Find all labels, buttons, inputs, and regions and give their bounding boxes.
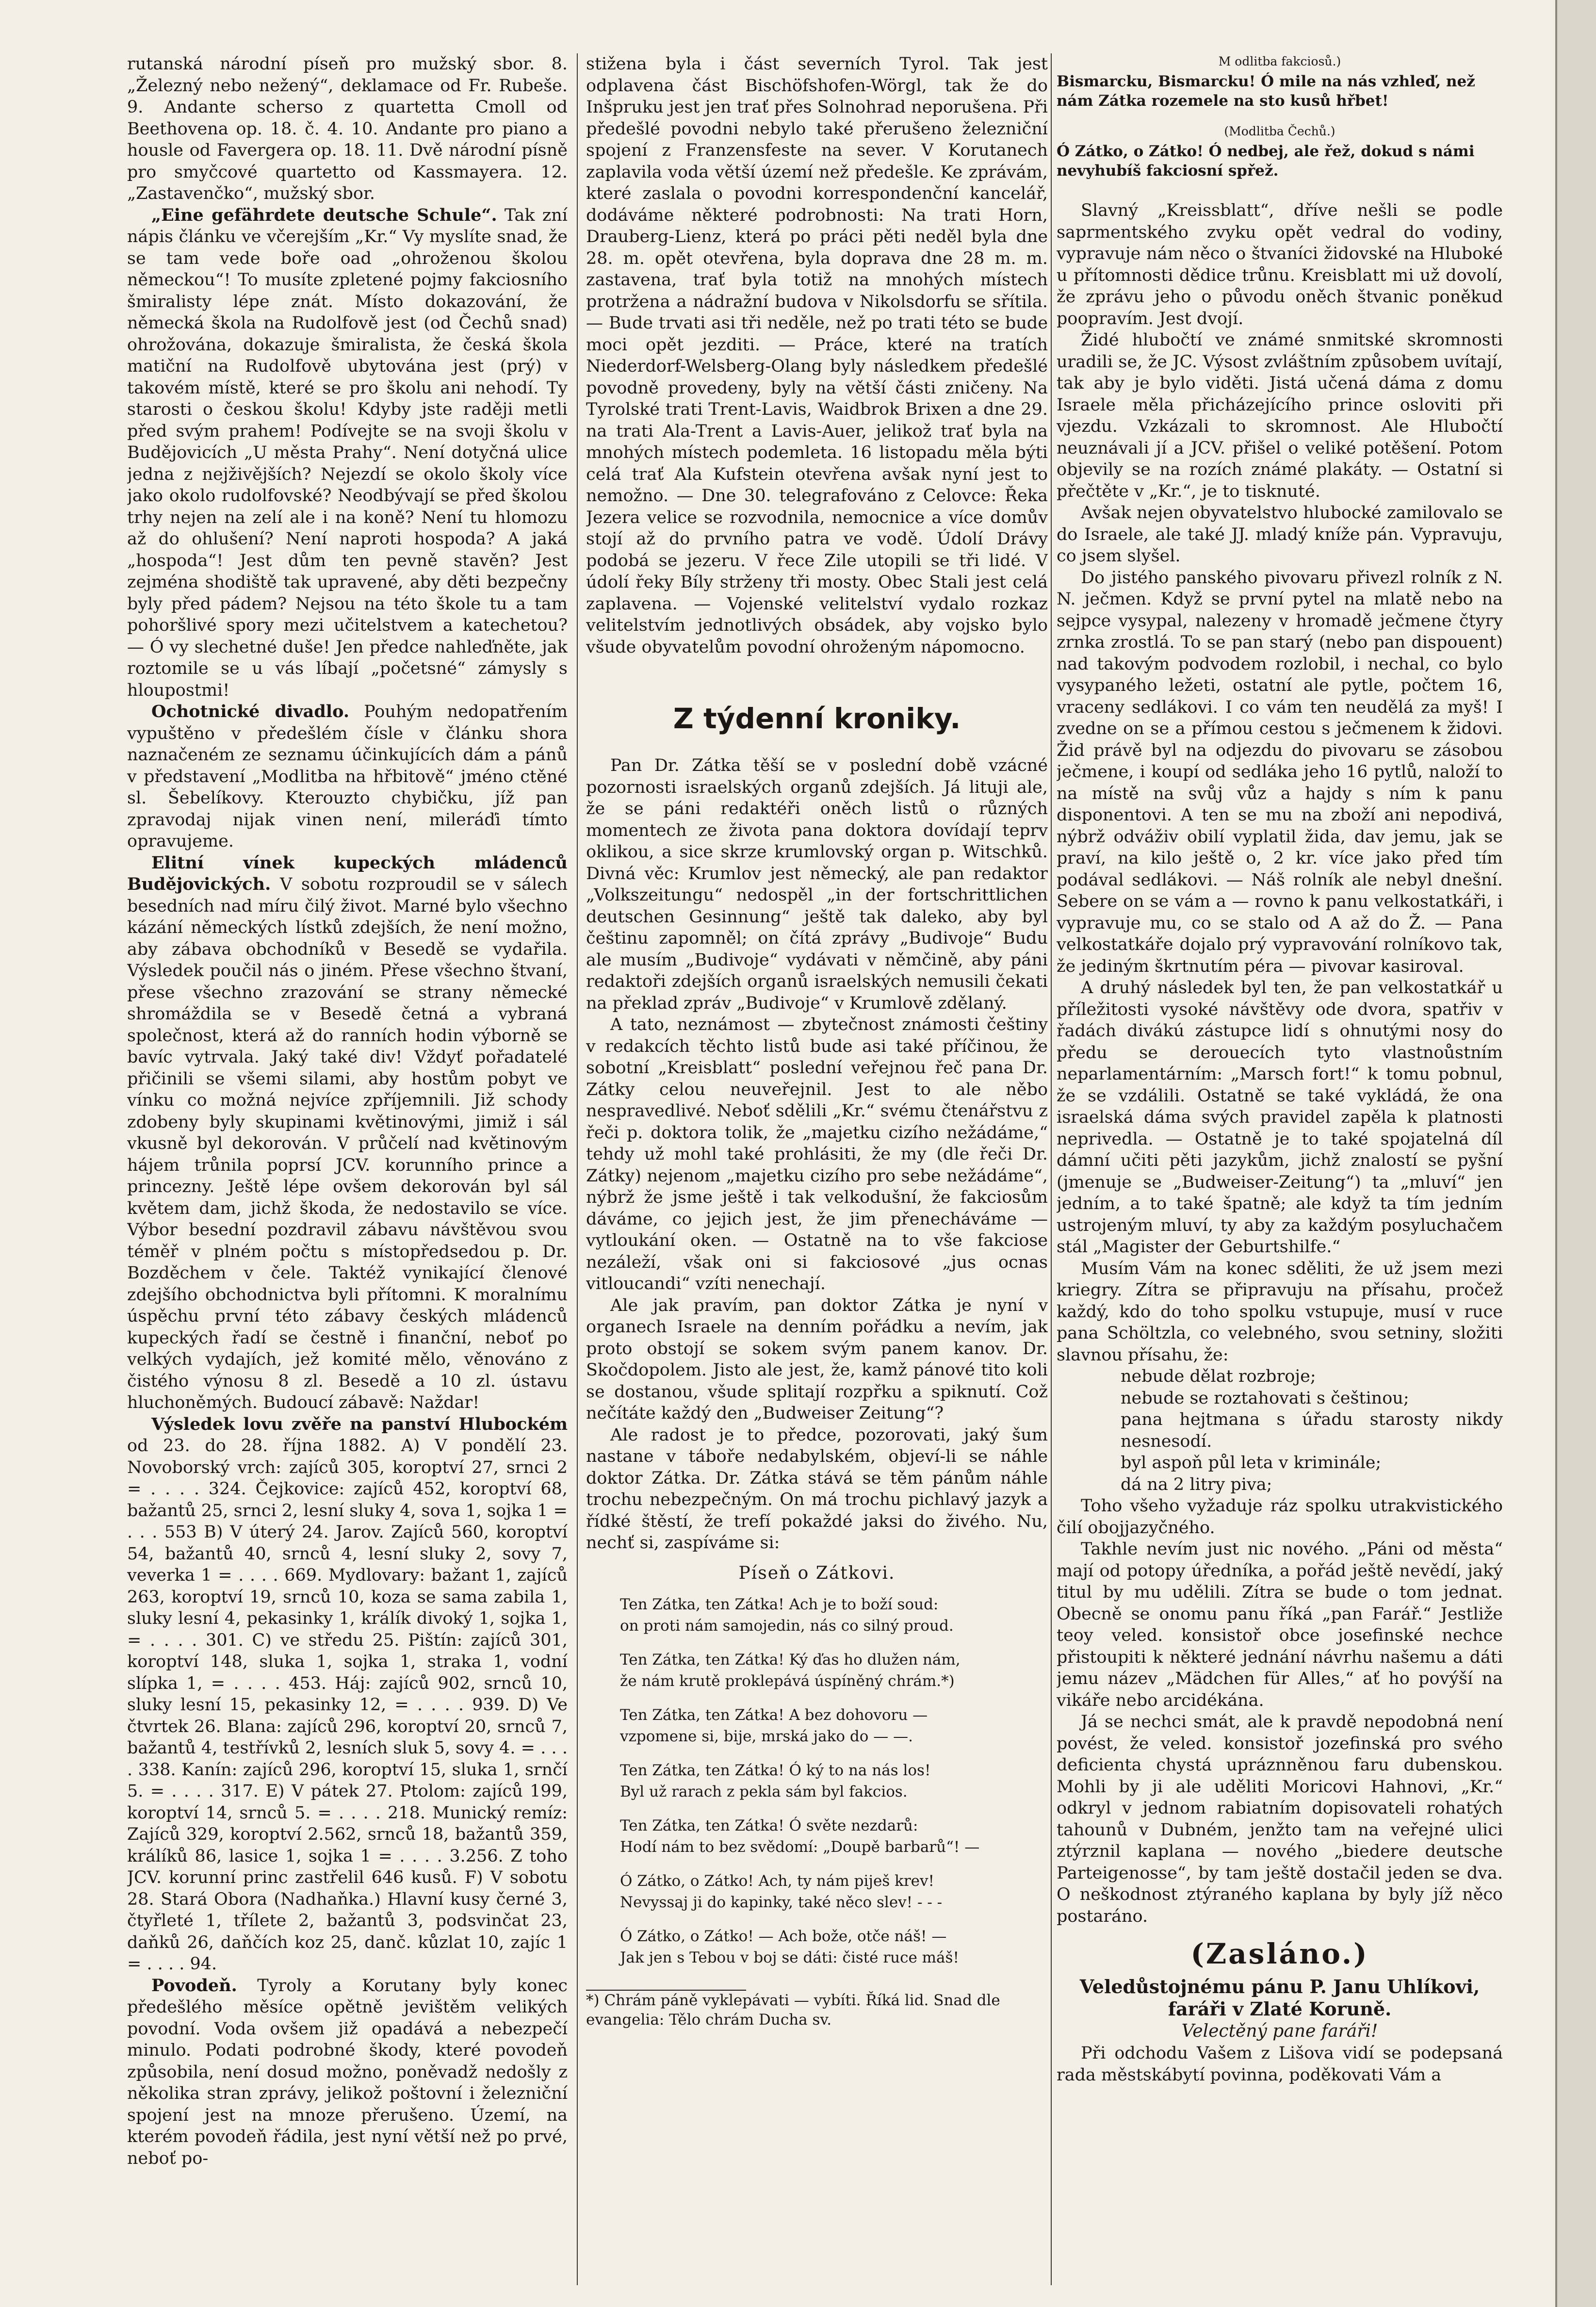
zaslano-heading: (Zasláno.) — [1190, 1937, 1369, 1970]
poem-line: Ó Zátko, o Zátko! Ach, ty nám piješ krev! — [620, 1872, 935, 1890]
article-hunt-body: od 23. do 28. října 1882. A) V pondělí 23. Novoborský vrch: zajíců 305, koroptví 27, srnci 2 = . . . . 324. Čejkovice: zajíců 452, koroptví 68, bažantů 25, srnci 2, lesní sluky 4, sova 1, sojka 1 = . . . 553 B) V úterý 24. Jarov. Zajíců 560, koroptví 54, bažantů 40, srnců 4, lesní sluky 2, sovy 7, veverka 1 = . . . . 669. Mydlovary: bažant 1, zajíců 263, koroptví 19, srnců 10, koza se sama zabila 1, sluky lesní 4, pekasinky 1, králík divoký 1, sojka 1, = . . . . 301. C) ve středu 25. Pištín: zajíců 301, koroptví 148, sluka 1, sojka 1, straka 1, vodní slípka 1, = . . . . 453. Háj: zajíců 902, srnců 10, sluky lesní 15, pekasinky 12, = . . . . 939. D) Ve čtvrtek 26. Blana: zajíců 296, koroptví 20, srnců 7, bažantů 4, testřívků 2, lesních sluk 5, sovy 4. = . . . . 338. Kanín: zajíců 296, koroptví 15, sluka 1, srnčí 5. = . . . . 317. E) V pátek 27. Ptolom: zajíců 199, koroptví 14, srnců 5. = . . . . 218. Munický remíz: Zajíců 329, koroptví 2.562, srnců 18, bažantů 359, králíků 86, lasice 1, sojka 1 = . . . . 3.256. Z toho JCV. korunní princ zastřelil 646 kusů. F) V sobotu 28. Stará Obora (Nadhaňka.) Hlavní kusy černé 3, čtyřleté 1, třílete 2, bažantů 3, podsvinčat 23, daňků 26, daňčích koz 25, danč. kůzlat 10, zajíc 1 = . . . . 94. — [127, 1436, 568, 1974]
poem-stanza — [620, 1704, 1048, 1747]
poem-line: Ten Zátka, ten Zátka! Ó světe nezdarů: — [620, 1817, 918, 1834]
concert-program-text: rutanská národní píseň pro mužský sbor. 8. „Železný nebo nežený“, deklamace od Fr. Rubeše. 9. Andante scherso z quartetta Cmoll od Beethovena op. 18. č. 4. 10. Andante pro piano a housle od Favergera op. 18. 11. Dvě národní písně pro smyčcové quartetto od Kassmayera. 12. „Zastavenčko“, mužský sbor. — [127, 54, 568, 203]
right-paragraph-9: Já se nechci smát, ale k pravdě nepodobná není povést, že veled. konsistoř jozefinská pro svého deficienta chystá upráznněnou faru dubenskou. Mohli by ji ale uděliti Moricovi Hahnovi, „Kr.“ odkryl v jednom rabiatním dopisovateli rohatých tahounů v Dubném, jenžto tam na veřejné ulici ztýrznil kaplana — nového „biedere deutsche Parteigenosse“, by tam ještě dostačil jeden se dva. O neškodnost ztýraného kaplana by byly jíž něco postaráno. — [1057, 1712, 1503, 1926]
article-school — [127, 205, 568, 702]
poem-line: Nevyssaj ji do kapinky, také něco slev! - - - — [620, 1894, 943, 1911]
oath-item: byl aspoň půl leta v kriminále; — [1121, 1453, 1382, 1473]
poem-line: Hodí nám to bez svědomí: „Doupě barbarů“! — — [620, 1838, 980, 1856]
article-flood-body: Tyroly a Korutany byly konec předešlého měsíce opětně jevištěm velikých povodní. Voda ovšem již opadává a nebezpečí minulo. Podati podrobné škody, které povodeň způsobila, není dosud možno, poněvadž nedošly z několika stran zprávy, jelikož poštovní i železniční spojení jest na mnoze přerušeno. Území, na kterém povodeň řádila, jest nyní větší než po prvé, neboť po- — [127, 1976, 568, 2168]
right-paragraph-1: Slavný „Kreissblatt“, dříve nešli se podle saprmentského zvyku opět vedral do vodiny, vypravuje nám něco o štvaníci židovské na Hluboké u přítomnosti dědice trůnu. Kreisblatt mi už dovolí, že zprávu jeho o původu oněch štvanic poněkud poopravím. Jest dvojí. — [1057, 201, 1503, 328]
chronicle-paragraph-1: Pan Dr. Zátka těší se v poslední době vzácné pozornosti israelských organů zdejších. Já lituji ale, že se páni redaktéři oněch listů o různých momentech ze života pana doktora dovídají teprv oklikou, a sice skrze krumlovský organ p. Witschků. Divná věc: Krumlov jest německý, ale pan redaktor „Volkszeitungu“ nedospěl „in der fortschrittlichen deutschen Gesinnung“ ještě tak daleko, aby byl češtinu zapomněl; on čítá zprávy „Budivoje“ Budu ale musím „Budivoje“ vydávati v němčině, aby páni redaktoři zdejších organů israelských nemusili čekati na překlad zpráv „Budivoje“ v Krumlově zdělaný. — [586, 756, 1048, 1013]
article-hunt-title: Výsledek lovu zvěře na panství Hlubockém — [151, 1414, 568, 1434]
right-paragraph-4: Do jistého panského pivovaru přivezl rolník z N. N. ječmen. Když se první pytel na mlatě nebo na sejpce vysypal, nalezeny v hromadě ječmene čtyry zrnka zrostlá. To se pan starý (nebo pan dispouent) nad takovým podvodem rozlobil, i nechal, co bylo vysypaného ležeti, ostatní ale pytle, počtem 16, vraceny sedlákovi. I co vám ten neudělá za myš! I zvedne on se a přímou cestou s ječmenem k židovi. Žid právě byl na odjezdu do pivovaru se zásobou ječmene, i koupí od sedláka jeho 16 pytlů, naloží to na místě na svůj vůz a hajdy s ním k panu disponentovi. A ten se mu na zboží ani nepodivá, nýbrž odváživ obilí vyplatil žida, dav jemu, jak se praví, na kilo ještě o, 2 kr. více jako před tím podával sedlákovi. — Náš rolník ale nebyl dnešní. Sebere on se vám a — rovno k panu velkostatkáři, i vypravuje mu, co se stalo od A až do Ž. — Pana velkostatkáře dojalo prý vypravování rolníkovo tak, že jediným škrtnutím péra — pivovar kasiroval. — [1057, 568, 1503, 976]
article-school-title: „Eine gefährdete deutsche Schule“. — [151, 205, 497, 225]
column-right — [1057, 53, 1503, 2285]
poem-line: Ten Zátka, ten Zátka! A bez dohovoru — — [620, 1706, 928, 1724]
poem-title: Píseň o Zátkovi. — [738, 1563, 896, 1583]
poem-stanza — [620, 1870, 1048, 1913]
prayer-text-1: Bismarcku, Bismarcku! Ó mile na nás vzhleď, než nám Zátka rozemele na sto kusů hřbet! — [1057, 73, 1475, 110]
poem-line: Byl už rarach z pekla sám byl fakcios. — [620, 1783, 908, 1800]
column-rule-2 — [1051, 53, 1052, 2285]
poem-stanza — [620, 1760, 1048, 1802]
prayer-caption-1: M odlitba fakciosů.) — [1218, 54, 1341, 68]
letter-greeting: Velectěný pane faráři! — [1181, 2021, 1378, 2041]
article-theatre — [127, 701, 568, 852]
page-edge — [1557, 0, 1596, 2307]
poem-stanza — [620, 1815, 1048, 1858]
poem-line: že nám krutě proklepává úspíněný chrám.*) — [620, 1672, 955, 1690]
column-rule-1 — [577, 53, 578, 2285]
right-paragraph-7: Toho všeho vyžaduje ráz spolku utrakvistického čilí obojjazyčného. — [1057, 1496, 1503, 1538]
poem-line: on proti nám samojedin, nás co silný proud. — [620, 1617, 954, 1635]
column-left — [127, 53, 568, 2285]
poem-body — [586, 1594, 1048, 1968]
article-flood — [127, 1975, 568, 2170]
right-paragraph-6: Musím Vám na konec sděliti, že už jsem mezi kriegry. Zítra se připravuju na přísahu, pročež každý, kdo do toho spolku vstupuje, musí v ruce pana Schöltzla, co velebného, svou setniny, složiti slavnou přísahu, že: — [1057, 1259, 1503, 1365]
flood-continued-text: stižena byla i část severních Tyrol. Tak jest odplavena část Bischöfshofen-Wörgl, tak že do Inšpruku jest jen trať přes Solnohrad neporušena. Při předešlé povodni nebylo také přerušeno železniční spojení z Franzensfeste na sever. V Korutanech zaplavila voda větší území než předešle. Ke zprávám, které zaslala o povodni korrespondenční kancelář, dodáváme některé podrobnosti: Na trati Horn, Drauberg-Lienz, která po práci pěti neděl byla dne 28. m. opět otevřena, byla doprava dne 28 m. m. zastavena, trať byla totiž na mnohých místech protržena a nádražní budova v Nikolsdorfu se sřítila. — Bude trvati asi tři neděle, než po trati této se bude moci opět jezditi. — Práce, které na tratích Niederdorf-Welsberg-Olang byly následkem předešlé povodně provedeny, byly na větší části zničeny. Na Tyrolské trati Trent-Lavis, Waidbrok Brixen a dne 29. na trati Ala-Trent a Lavis-Auer, jelikož trať byla na mnohých místech podemleta. 16 listopadu měla býti celá trať Ala Kufstein otevřena avšak nyní jest to nemožno. — Dne 30. telegrafováno z Celovce: Řeka Jezera velice se rozvodnila, nemocnice a více domův stojí až do prvního patra ve vodě. Údolí Drávy podobá se jezeru. V řece Zile utopili se tři lidé. V údolí řeky Bíly strženy tři mosty. Obec Stali jest celá zaplavena. — Vojenské velitelství vydalo rozkaz velitelstvím jednotlivých obsádek, aby vojsko bylo všude obyvatelům povodní ohroženým nápomocno. — [586, 54, 1048, 657]
poem-stanza — [620, 1649, 1048, 1692]
chronicle-paragraph-3: Ale jak pravím, pan doktor Zátka je nyní v organech Israele na denním pořádku a nevím, jak proto obstojí se sokem svým panem kanov. Dr. Skočdopolem. Jisto ale jest, že, kamž pánové tito koli se dostanou, všude splitají rozpřku a spiknutí. Což nečítáte každý den „Budweiser Zeitung“? — [586, 1295, 1048, 1423]
article-ball-body: V sobotu rozproudil se v sálech besedních nad míru čilý život. Marné bylo všechno kázání německých lístků zdejších, že není možno, aby zábava obchodníků v Besedě se vydařila. Výsledek poučil nás o jiném. Přese všechno štvaní, přese všechno zrazování se strany německé shromáždila se v Besedě četná a vybraná společnost, která až do ranních hodin výborně se bavíc vytrvala. Jaký také div! Vždyť pořadatelé přičinili se všemi silami, aby hostům pobyt ve vínku co možná nejvíce zpříjemnili. Již schody zdobeny byly skupinami květinovými, jimiž i sál vkusně byl dekorován. V průčelí nad květinovým hájem trůnila poprsí JCV. korunního prince a princezny. Ještě lépe ovšem dekorován byl sál květem dam, jichž škoda, že nedostavilo se více. Výbor besední pozdravil zábavu návštěvou svou téměř v plném počtu s místopředsedou p. Dr. Bozděchem v čele. Taktéž vynikající členové zdejšího obchodnictva byli přítomni. K moralnímu úspěchu první této zábavy českých mládenců kupeckých řadí se čestně i finanční, neboť po velkých vydajích, jež komité mělo, věnováno z čistého výnosu 8 zl. Besedě a 10 zl. ústavu hluchoněmých. Budoucí zábavě: Naždar! — [127, 875, 568, 1412]
poem-line: Ten Zátka, ten Zátka! Ký ďas ho dlužen nám, — [620, 1651, 961, 1669]
poem-stanza — [620, 1926, 1048, 1968]
prayer-text-2: Ó Zátko, o Zátko! Ó nedbej, ale řež, dokud s námi nevyhubíš fakciosní spřež. — [1057, 143, 1475, 180]
poem-line: Ó Zátko, o Zátko! — Ach bože, otče náš! — — [620, 1928, 947, 1945]
footnote-text: *) Chrám páně vyklepávati — vybíti. Říká lid. Snad dle evangelia: Tělo chrám Ducha sv. — [586, 1992, 1000, 2029]
poem-stanza — [620, 1594, 1048, 1636]
article-ball-title: Elitní vínek kupeckých mládenců Budějovických. — [127, 852, 568, 894]
right-paragraph-5: A druhý následek byl ten, že pan velkostatkář u příležitosti vysoké návštěvy ode dvora, spatřiv v řadách divákú zástupce lidí s ohnutými nosy do předu se derouecích tyto vlastnoůstním neparlamentárním: „Marsch fort!“ k tomu pobnul, že se vzdálili. Ostatně se také vykládá, že ona israelská dáma svých pravidel zapěla k platnosti neprivedla. — Ostatně je to také spojatelná díl dámní učiti pěti jazykům, jichž znalostí se pyšní (jmenuje se „Budweiser-Zeitung“) ta „mluví“ jen jedním, a to také špatně; ale když ta tím jedním ustrojeným mluví, ty aby za každým posyluchačem stál „Magister der Geburtshilfe.“ — [1057, 978, 1503, 1257]
poem-line: Ten Zátka, ten Zátka! Ó ký to na nás los! — [620, 1762, 931, 1779]
right-paragraph-2: Židé hlubočtí ve známé snmitské skromnosti uradili se, že JC. Výsost zvláštním způsobem uvítají, tak aby je bylo viděti. Jistá učená dáma z domu Israele měla přicházejícího prince osloviti při vjezdu. Vzkázali to skromnost. Ale Hlubočtí neuznávali jí a JCV. přišel o veliké potěšení. Potom objevily se na rozích známé plakáty. — Ostatní si přečtěte v „Kr.“, je to tisknuté. — [1057, 330, 1503, 501]
oath-list — [1057, 1366, 1503, 1495]
article-ball — [127, 852, 568, 1414]
oath-item: dá na 2 litry piva; — [1121, 1474, 1272, 1494]
oath-item: nebude dělat rozbroje; — [1121, 1367, 1316, 1386]
article-flood-title: Povodeň. — [151, 1975, 237, 1996]
section-heading-weekly-chronicle: Z týdenní kroniky. — [673, 702, 961, 735]
chronicle-paragraph-4: Ale radost je to předce, pozorovati, jaký šum nastane v táboře nedabylském, objeví-li se náhle doktor Zátka. Dr. Zátka stává se těm pánům náhle trochu nebezpečným. On má trochu pichlavý jazyk a řídké štěstí, že trefí pokaždé jaksi do živého. Nu, nechť si, zaspíváme si: — [586, 1425, 1048, 1553]
oath-item: pana hejtmana s úřadu starosty nikdy nesnesodí. — [1121, 1410, 1503, 1451]
chronicle-paragraph-2: A tato, neznámost — zbytečnost známosti češtiny v redakcích těchto listů bude asi také příčinou, že sobotní „Kreisblatt“ poslední veřejnou řeč pana Dr. Zátky celou neuveřejnil. Jest to ale něbo nespravedlivé. Neboť sdělili „Kr.“ svému čtenářstvu z řeči p. doktora tolik, že „majetku cizího nežádáme,“ tehdy už mohl také prohlásiti, že my (dle řeči Dr. Zátky) nejenom „majetku cizího pro sebe nežádáme“, nýbrž že jsme ještě i tak velkodušní, že fakciosům dáváme, co jejich jest, že jim přenecháváme — vytloukání oken. — Ostatně na to vše fakciose nezáleží, však oni si fakciosové „jus ocnas vitloucandi“ vzíti nenechají. — [586, 1015, 1048, 1293]
article-theatre-body: Pouhým nedopatřením vypuštěno v předešlém čísle v článku shora naznačeném ze seznamu účinkujících dám a pánů v představení „Modlitba na hřbitově“ jméno ctěné sl. Šebelíkovy. Kterouzto chybičku, jíž pan zpravodaj nijak vinen není, mileráďi tímto opravujeme. — [127, 702, 568, 851]
prayer-caption-2: (Modlitba Čechů.) — [1224, 124, 1335, 138]
page-edge-line — [1555, 0, 1557, 2307]
right-paragraph-8: Takhle nevím just nic nového. „Páni od města“ mají od potopy úředníka, a pořád ještě nevědí, jaký titul by mu udělili. Zítra se bude o tom jednat. Obecně se onomu panu říká „pan Farář.“ Jestliže teoy veled. konsistoř obce josefinské nechce přistoupiti k některé jednání návrhu našemu a dáti jemu název „Mädchen für Alles,“ ať ho povýší na vikáře nebo arcidékána. — [1057, 1539, 1503, 1710]
poem-line: Jak jen s Tebou v boj se dáti: čisté ruce máš! — [620, 1949, 959, 1966]
article-hunt — [127, 1414, 568, 1975]
poem-line: Ten Zátka, ten Zátka! Ach je to boží soud: — [620, 1596, 939, 1613]
right-paragraph-3: Avšak nejen obyvatelstvo hlubocké zamilovalo se do Israele, ale také JJ. mladý kníže pán. Vypravuju, co jsem slyšel. — [1057, 503, 1503, 566]
article-school-body: Tak zní nápis článku ve včerejším „Kr.“ Vy myslíte snad, že se tam vede boře oad „ohroženou školou německou“! To musíte zpletené pojmy fakciosního šmiralisty lépe znát. Místo dokazování, že německá škola na Rudolfově jest (od Čechů snad) ohrožována, dokazuje šmiralista, že česká škola matiční na Rudolfově ubytována jest (prý) v takovém místě, které se pro školu ani nehodí. Ty starosti o českou školu! Kdyby jste raději metli před svým prahem! Podívejte se na svoji školu v Budějovicích „U města Prahy“. Není dotyčná ulice jedna z nejživějších? Nejezdí se okolo školy více jako okolo rudolfovské? Neodbývají se před školou trhy nejen na zelí ale i na koně? Není tu hlomozu až do ohlušení? Není naproti hospoda? A jaká „hospoda“! Jest dům ten pevně stavěn? Jest zejména shodiště tak upravené, aby děti bezpečny byly před pádem? Nejsou na této škole tu a tam pohoršlivé spory mezi učitelstvem a katechetou? — Ó vy slechetné duše! Jen předce nahleďněte, jak roztomile se u vás líbají „početsné“ zámysly s hloupostmi! — [127, 205, 568, 700]
oath-item: nebude se roztahovati s češtinou; — [1121, 1388, 1409, 1408]
column-middle — [586, 53, 1048, 2285]
letter-addressee: Veledůstojnému pánu P. Janu Uhlíkovi, faráři v Zlaté Koruně. — [1079, 1976, 1480, 2020]
article-theatre-title: Ochotnické divadlo. — [151, 702, 350, 721]
letter-body: Při odchodu Vašem z Lišova vidí se podepsaná rada městskábytí povinna, poděkovati Vám a — [1057, 2044, 1503, 2085]
poem-line: vzpomene si, bije, mrská jako do — —. — [620, 1728, 913, 1745]
